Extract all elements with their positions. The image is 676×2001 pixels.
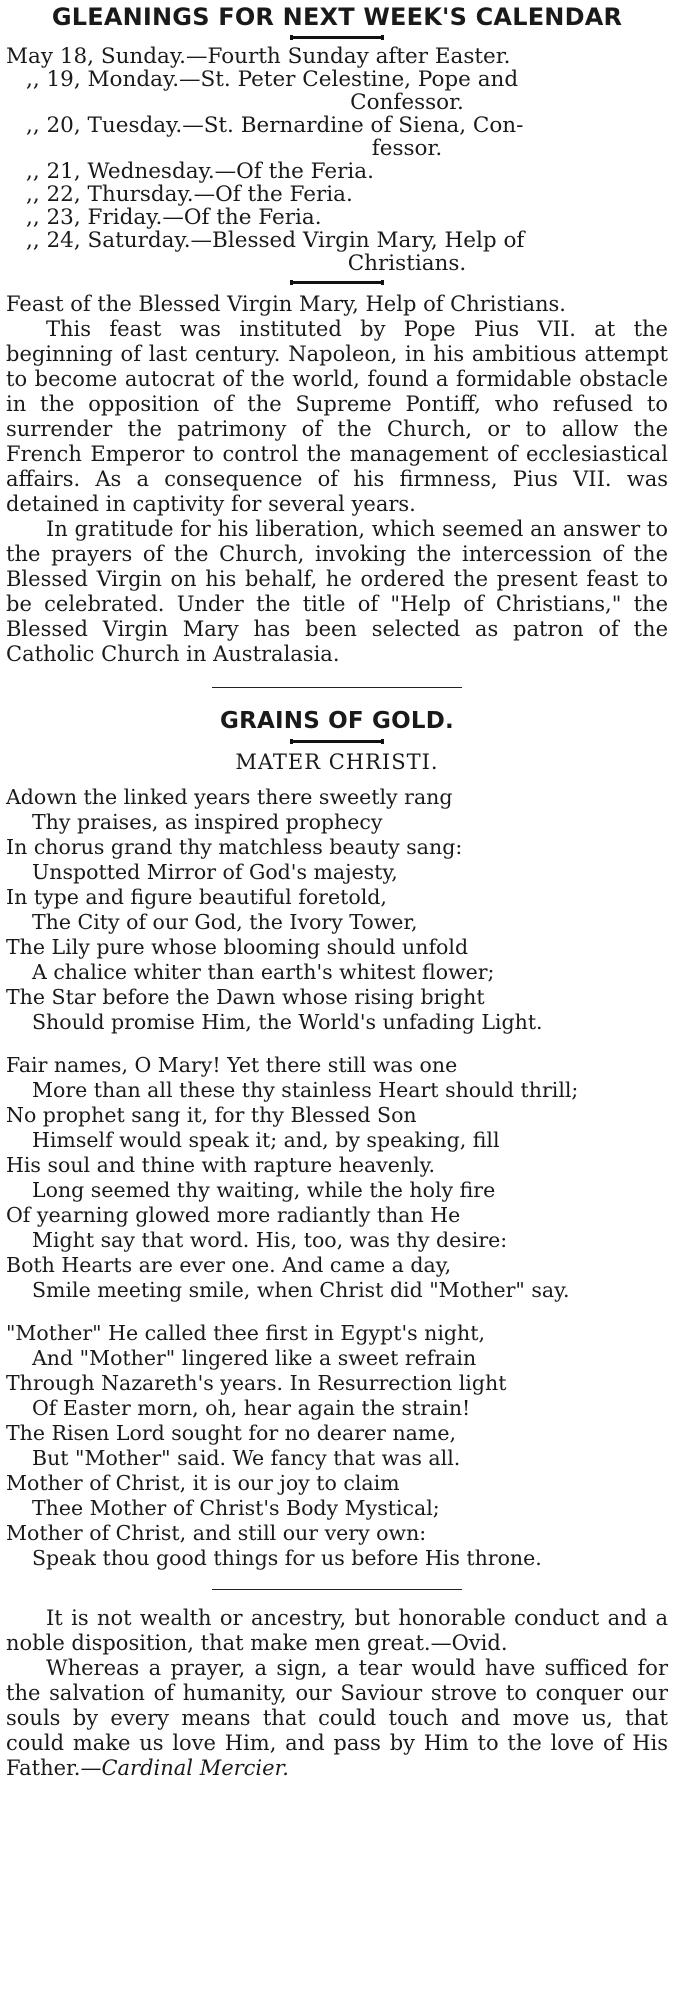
section-divider <box>212 687 462 688</box>
grains-heading: GRAINS OF GOLD. <box>220 708 454 734</box>
calendar-date: ,, 22, Thursday. <box>26 182 194 207</box>
section-rule <box>290 281 384 284</box>
calendar-observance-continued: Christians. <box>347 251 467 276</box>
poem-line: The City of our God, the Ivory Tower, <box>32 910 418 934</box>
poem-line: The Star before the Dawn whose rising bright <box>6 985 485 1009</box>
calendar-observance: —St. Bernardine of Siena, Con- <box>182 113 524 138</box>
poem-line: The Risen Lord sought for no dearer name, <box>6 1421 456 1445</box>
calendar-date: ,, 21, Wednesday. <box>26 159 215 184</box>
poem-line: Thy praises, as inspired prophecy <box>32 810 383 834</box>
calendar-observance: —Of the Feria. <box>193 182 353 207</box>
poem-line: Of yearning glowed more radiantly than He <box>6 1203 461 1227</box>
poem-line: "Mother" He called thee first in Egypt's night, <box>6 1321 485 1345</box>
poem-line: But "Mother" said. We fancy that was all. <box>32 1446 461 1470</box>
poem-stanza <box>6 785 668 1035</box>
calendar-observance-continued: fessor. <box>371 136 443 161</box>
quote-text: It is not wealth or ancestry, but honorable conduct and a noble disposition, that make men great.— <box>6 1606 668 1655</box>
quote-author: Ovid. <box>451 1631 508 1655</box>
poem-line: Fair names, O Mary! Yet there still was one <box>6 1053 458 1077</box>
section-divider <box>212 1589 462 1590</box>
poem-line: Thee Mother of Christ's Body Mystical; <box>32 1496 440 1520</box>
poem-line: In chorus grand thy matchless beauty sang: <box>6 835 463 859</box>
feast-title: Feast of the Blessed Virgin Mary, Help of Christians. <box>6 292 566 316</box>
poem-line: Smile meeting smile, when Christ did "Mother" say. <box>32 1278 570 1302</box>
newspaper-column <box>6 0 668 2001</box>
heading-rule <box>290 36 384 39</box>
poem-stanza <box>6 1053 668 1303</box>
calendar-entry <box>6 68 668 91</box>
calendar-date: May 18, Sunday. <box>6 44 186 69</box>
poem-line: Unspotted Mirror of God's majesty, <box>32 860 398 884</box>
quote-text: Whereas a prayer, a sign, a tear would have sufficed for the salvation of humanity, our Saviour strove to conquer our souls by every means that could touch and move us, that could make us love Him, and pass by Him to the love of His Father.— <box>6 1656 668 1780</box>
calendar-entry <box>6 114 668 137</box>
calendar-heading: GLEANINGS FOR NEXT WEEK'S CALENDAR <box>51 3 623 31</box>
calendar-observance-continued: Confessor. <box>350 90 464 115</box>
calendar-observance: —Blessed Virgin Mary, Help of <box>190 228 525 253</box>
poem-line: More than all these thy stainless Heart should thrill; <box>32 1078 579 1102</box>
calendar-observance: —St. Peter Celestine, Pope and <box>179 67 519 92</box>
calendar-entry <box>6 45 668 68</box>
poem-line: A chalice whiter than earth's whitest flower; <box>32 960 495 984</box>
poem-line: Of Easter morn, oh, hear again the strain! <box>32 1396 471 1420</box>
quotes <box>6 1606 668 1781</box>
poem-line: Mother of Christ, it is our joy to claim <box>6 1471 400 1495</box>
poem-line: Through Nazareth's years. In Resurrection light <box>6 1371 507 1395</box>
quote-mercier <box>6 1656 668 1781</box>
calendar-entry <box>6 229 668 252</box>
calendar-date: ,, 19, Monday. <box>26 67 180 92</box>
poem-line: Should promise Him, the World's unfading Light. <box>32 1010 543 1034</box>
poem-line: Himself would speak it; and, by speaking, fill <box>32 1128 500 1152</box>
poem-line: Long seemed thy waiting, while the holy fire <box>32 1178 496 1202</box>
calendar-date: ,, 20, Tuesday. <box>26 113 183 138</box>
poem <box>6 785 668 1571</box>
poem-line: Both Hearts are ever one. And came a day, <box>6 1253 452 1277</box>
heading-rule <box>290 740 384 743</box>
poem-line: Might say that word. His, too, was thy desire: <box>32 1228 508 1252</box>
quote-ovid <box>6 1606 668 1656</box>
poem-line: His soul and thine with rapture heavenly. <box>6 1153 436 1177</box>
feast-paragraph-2: In gratitude for his liberation, which seemed an answer to the prayers of the Church, invoking the intercession of the Blessed Virgin on his behalf, he ordered the present feast to be celebrated. Under the title of "Help of Christians," the Blessed Virgin Mary has been selected as patron of the Catholic Church in Australasia. <box>6 517 668 666</box>
quote-author: Cardinal Mercier. <box>101 1756 289 1780</box>
calendar-observance: —Of the Feria. <box>162 205 322 230</box>
calendar-list <box>6 45 668 275</box>
poem-line: No prophet sang it, for thy Blessed Son <box>6 1103 417 1127</box>
poem-line: Mother of Christ, and still our very own: <box>6 1521 427 1545</box>
calendar-entry <box>6 160 668 183</box>
poem-line: And "Mother" lingered like a sweet refrain <box>32 1346 477 1370</box>
poem-line: Speak thou good things for us before His throne. <box>32 1546 542 1570</box>
poem-stanza <box>6 1321 668 1571</box>
calendar-observance: —Of the Feria. <box>214 159 374 184</box>
poem-title: MATER CHRISTI. <box>235 750 439 774</box>
calendar-entry <box>6 183 668 206</box>
poem-line: Adown the linked years there sweetly rang <box>6 785 453 809</box>
calendar-entry <box>6 206 668 229</box>
calendar-date: ,, 23, Friday. <box>26 205 163 230</box>
calendar-date: ,, 24, Saturday. <box>26 228 191 253</box>
feast-paragraph-1: This feast was instituted by Pope Pius VII. at the beginning of last century. Napoleon, in his ambitious attempt to become autocrat of the world, found a formidable obstacle in the opposition of the Supreme Pontiff, who refused to surrender the patrimony of the Church, or to allow the French Emperor to control the management of ecclesiastical affairs. As a consequence of his firmness, Pius VII. was detained in captivity for several years. <box>6 317 668 516</box>
feast-article <box>6 292 668 667</box>
calendar-observance: —Fourth Sunday after Easter. <box>185 44 511 69</box>
poem-line: In type and figure beautiful foretold, <box>6 885 387 909</box>
poem-line: The Lily pure whose blooming should unfold <box>6 935 469 959</box>
